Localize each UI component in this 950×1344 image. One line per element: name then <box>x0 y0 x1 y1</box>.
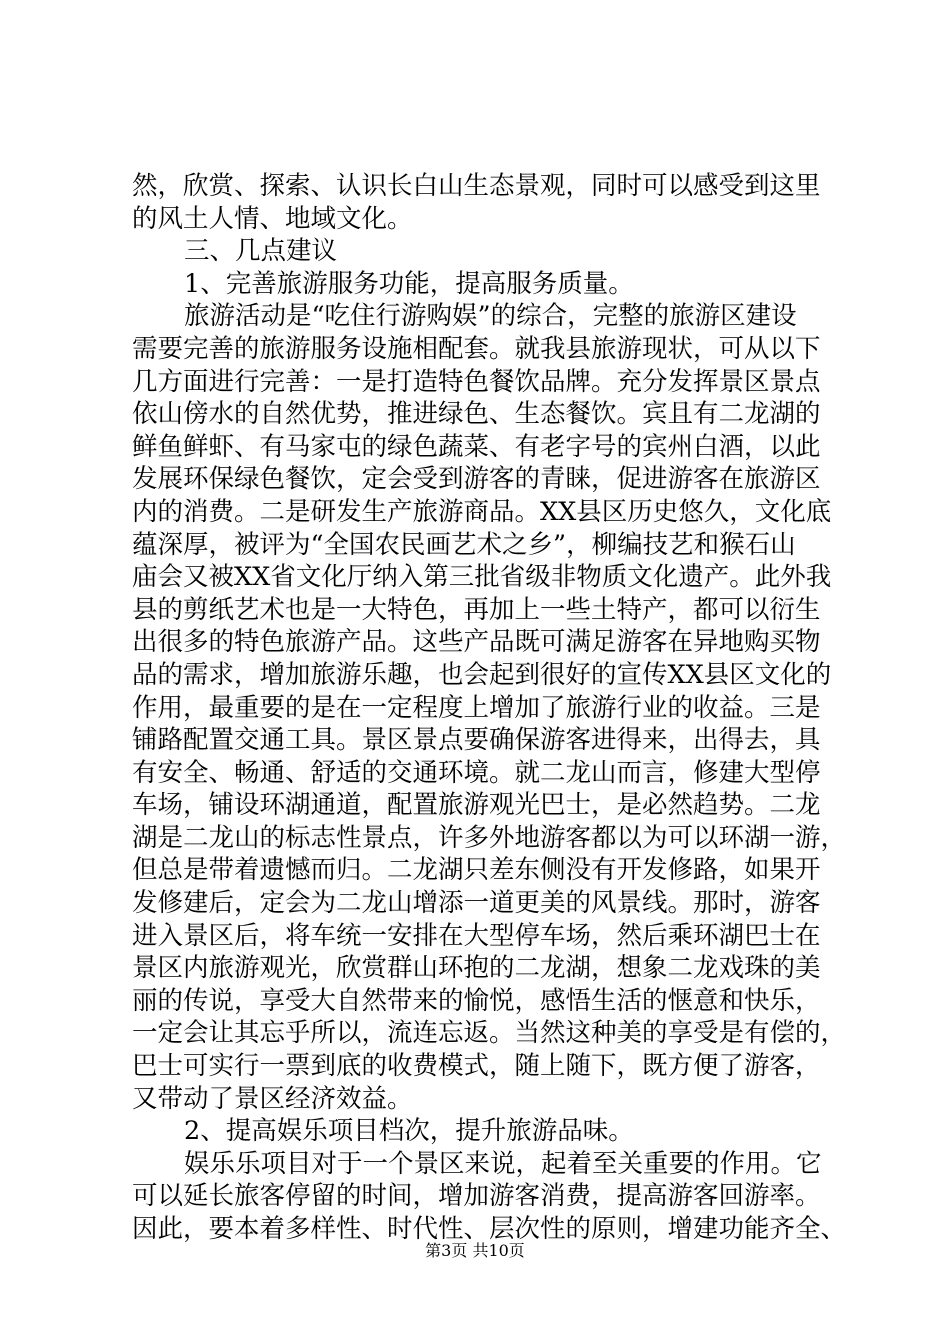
page-footer: 第3页 共10页 <box>425 1241 525 1260</box>
text-line: 几方面进行完善：一是打造特色餐饮品牌。充分发挥景区景点 <box>132 366 821 397</box>
text-line: 作用，最重要的是在一定程度上增加了旅游行业的收益。三是 <box>132 692 821 723</box>
paragraph-start: 娱乐乐项目对于一个景区来说，起着至关重要的作用。它 <box>184 1148 822 1179</box>
text-line: 铺路配置交通工具。景区景点要确保游客进得来，出得去，具 <box>132 725 821 756</box>
text-line: 县的剪纸艺术也是一大特色，再加上一些土特产，都可以衍生 <box>132 594 821 625</box>
text-line: 进入景区后，将车统一安排在大型停车场，然后乘环湖巴士在 <box>132 920 821 951</box>
text-line: 出很多的特色旅游产品。这些产品既可满足游客在异地购买物 <box>132 627 821 658</box>
text-line: 发修建后，定会为二龙山增添一道更美的风景线。那时，游客 <box>132 888 821 919</box>
text-line: 丽的传说，享受大自然带来的愉悦，感悟生活的惬意和快乐， <box>132 985 821 1016</box>
subsection-heading: 2、提高娱乐项目档次，提升旅游品味。 <box>184 1116 634 1147</box>
text-line: 因此，要本着多样性、时代性、层次性的原则，增建功能齐全、 <box>132 1214 847 1244</box>
text-line: 庙会又被XX省文化厅纳入第三批省级非物质文化遗产。此外我 <box>132 562 832 593</box>
text-line: 可以延长旅客停留的时间，增加游客消费，提高游客回游率。 <box>132 1181 821 1212</box>
text-line: 又带动了景区经济效益。 <box>132 1083 413 1114</box>
text-line: 景区内旅游观光，欣赏群山环抱的二龙湖，想象二龙戏珠的美 <box>132 953 821 984</box>
text-line: 巴士可实行一票到底的收费模式，随上随下，既方便了游客， <box>132 1051 821 1082</box>
text-line: 车场，铺设环湖通道，配置旅游观光巴士，是必然趋势。二龙 <box>132 790 821 821</box>
text-line: 然，欣赏、探索、认识长白山生态景观，同时可以感受到这里 <box>132 171 821 201</box>
text-line: 蕴深厚，被评为“全国农民画艺术之乡”，柳编技艺和猴石山 <box>132 529 796 560</box>
subsection-heading: 1、完善旅游服务功能，提高服务质量。 <box>184 268 634 299</box>
text-line: 的风土人情、地域文化。 <box>132 203 413 234</box>
text-line: 但总是带着遗憾而归。二龙湖只差东侧没有开发修路，如果开 <box>132 855 821 886</box>
section-heading: 三、几点建议 <box>184 236 338 267</box>
text-line: 品的需求，增加旅游乐趣，也会起到很好的宣传XX县区文化的 <box>132 659 832 690</box>
document-body <box>132 170 847 1246</box>
text-line: 一定会让其忘乎所以，流连忘返。当然这种美的享受是有偿的， <box>132 1018 847 1049</box>
text-line: 鲜鱼鲜虾、有马家屯的绿色蔬菜、有老字号的宾州白酒，以此 <box>132 431 821 462</box>
text-line: 有安全、畅通、舒适的交通环境。就二龙山而言，修建大型停 <box>132 757 821 788</box>
text-line: 依山傍水的自然优势，推进绿色、生态餐饮。宾且有二龙湖的 <box>132 399 821 430</box>
text-line: 内的消费。二是研发生产旅游商品。XX县区历史悠久，文化底 <box>132 496 832 527</box>
text-line: 需要完善的旅游服务设施相配套。就我县旅游现状，可从以下 <box>132 333 821 364</box>
paragraph-start: 旅游活动是“吃住行游购娱”的综合，完整的旅游区建设 <box>184 301 797 332</box>
text-line: 发展环保绿色餐饮，定会受到游客的青睐，促进游客在旅游区 <box>132 464 821 495</box>
text-line: 湖是二龙山的标志性景点，许多外地游客都以为可以环湖一游， <box>132 822 847 853</box>
